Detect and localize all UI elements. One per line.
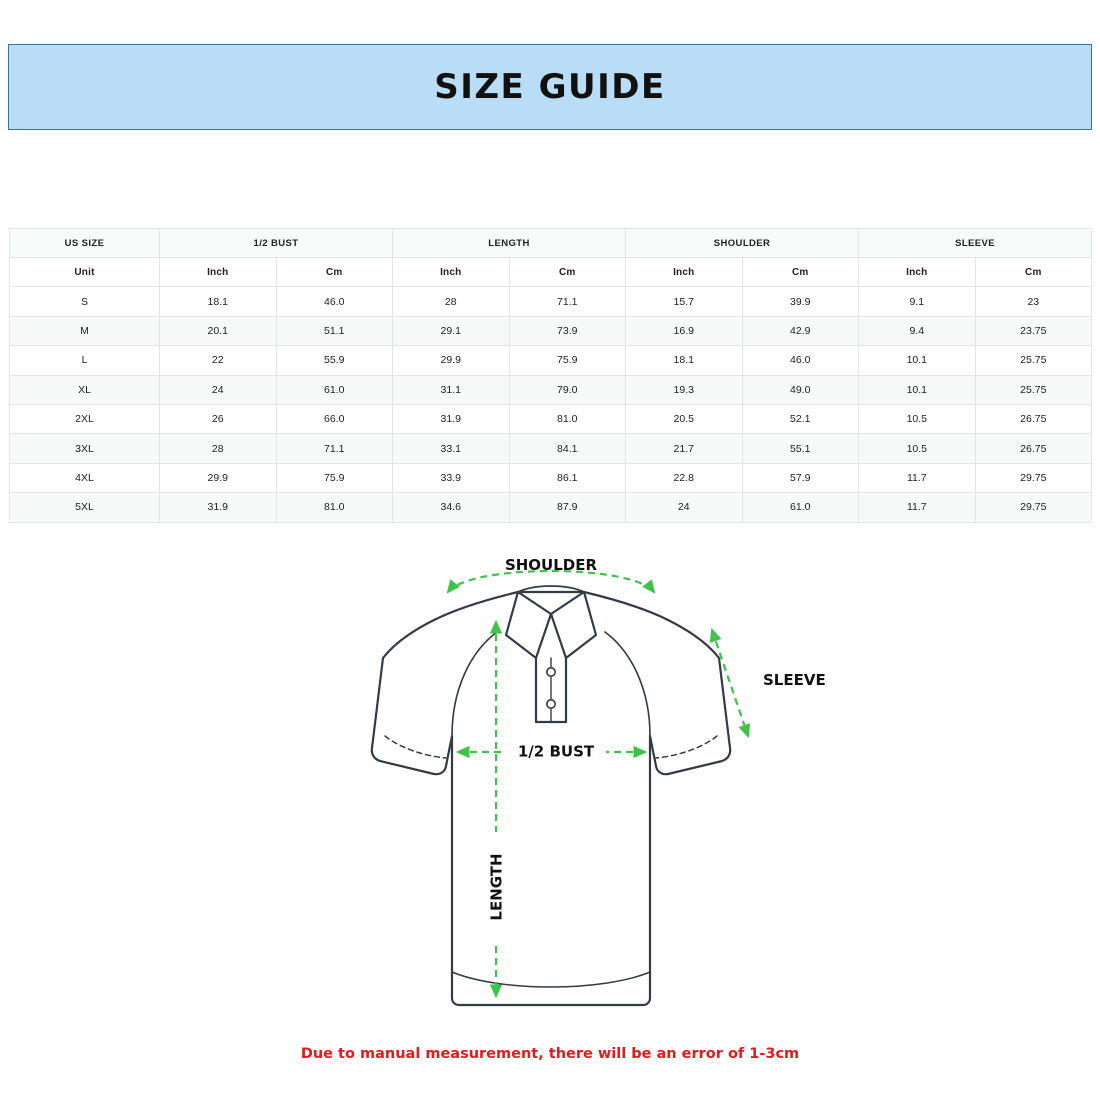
cell-sleeve-cm: 26.75 bbox=[975, 404, 1092, 433]
cell-length-inch: 34.6 bbox=[393, 493, 510, 522]
unit-header-length-cm: Cm bbox=[509, 258, 626, 287]
cell-bust-inch: 28 bbox=[160, 434, 277, 463]
cell-shoulder-cm: 49.0 bbox=[742, 375, 859, 404]
unit-header-shoulder-inch: Inch bbox=[626, 258, 743, 287]
cell-sleeve-cm: 23 bbox=[975, 287, 1092, 316]
cell-shoulder-cm: 52.1 bbox=[742, 404, 859, 433]
page-title: SIZE GUIDE bbox=[434, 67, 666, 107]
cell-length-cm: 75.9 bbox=[509, 346, 626, 375]
table-row bbox=[10, 287, 1092, 316]
cell-shoulder-cm: 39.9 bbox=[742, 287, 859, 316]
cell-sleeve-cm: 25.75 bbox=[975, 346, 1092, 375]
cell-shoulder-inch: 20.5 bbox=[626, 404, 743, 433]
table-body bbox=[10, 287, 1092, 522]
cell-shoulder-inch: 15.7 bbox=[626, 287, 743, 316]
cell-shoulder-inch: 16.9 bbox=[626, 316, 743, 345]
group-header-bust: 1/2 BUST bbox=[160, 229, 393, 258]
cell-length-inch: 33.9 bbox=[393, 463, 510, 492]
label-shoulder: SHOULDER bbox=[504, 556, 598, 574]
label-bust: 1/2 BUST bbox=[517, 742, 595, 761]
cell-length-inch: 29.9 bbox=[393, 346, 510, 375]
cell-length-cm: 87.9 bbox=[509, 493, 626, 522]
unit-header-sleeve-cm: Cm bbox=[975, 258, 1092, 287]
cell-size: XL bbox=[10, 375, 160, 404]
cell-bust-cm: 81.0 bbox=[276, 493, 393, 522]
cell-length-inch: 31.9 bbox=[393, 404, 510, 433]
cell-bust-inch: 22 bbox=[160, 346, 277, 375]
cell-sleeve-inch: 10.1 bbox=[859, 346, 976, 375]
unit-header-bust-inch: Inch bbox=[160, 258, 277, 287]
cell-length-cm: 71.1 bbox=[509, 287, 626, 316]
table-head bbox=[10, 229, 1092, 287]
shoulder-arrow bbox=[448, 571, 654, 592]
cell-sleeve-inch: 9.4 bbox=[859, 316, 976, 345]
cell-sleeve-inch: 10.5 bbox=[859, 434, 976, 463]
cell-bust-cm: 46.0 bbox=[276, 287, 393, 316]
cell-size: S bbox=[10, 287, 160, 316]
group-header-shoulder: SHOULDER bbox=[626, 229, 859, 258]
measurement-note: Due to manual measurement, there will be an error of 1-3cm bbox=[300, 1046, 800, 1062]
cell-sleeve-cm: 23.75 bbox=[975, 316, 1092, 345]
cell-length-cm: 81.0 bbox=[509, 404, 626, 433]
group-header-length: LENGTH bbox=[393, 229, 626, 258]
size-table-container bbox=[9, 228, 1091, 523]
cell-bust-inch: 31.9 bbox=[160, 493, 277, 522]
cell-shoulder-cm: 57.9 bbox=[742, 463, 859, 492]
cell-length-inch: 29.1 bbox=[393, 316, 510, 345]
cell-shoulder-inch: 18.1 bbox=[626, 346, 743, 375]
table-row bbox=[10, 463, 1092, 492]
table-unit-header-row bbox=[10, 258, 1092, 287]
table-row bbox=[10, 493, 1092, 522]
cell-length-cm: 86.1 bbox=[509, 463, 626, 492]
header-banner bbox=[8, 44, 1092, 130]
table-row bbox=[10, 434, 1092, 463]
cell-bust-cm: 71.1 bbox=[276, 434, 393, 463]
cell-sleeve-cm: 29.75 bbox=[975, 463, 1092, 492]
cell-length-cm: 84.1 bbox=[509, 434, 626, 463]
table-group-header-row bbox=[10, 229, 1092, 258]
cell-bust-cm: 66.0 bbox=[276, 404, 393, 433]
cell-sleeve-cm: 29.75 bbox=[975, 493, 1092, 522]
label-length: LENGTH bbox=[487, 853, 506, 921]
cell-shoulder-inch: 24 bbox=[626, 493, 743, 522]
cell-bust-inch: 29.9 bbox=[160, 463, 277, 492]
cell-bust-cm: 51.1 bbox=[276, 316, 393, 345]
group-header-us-size: US SIZE bbox=[10, 229, 160, 258]
cell-bust-inch: 18.1 bbox=[160, 287, 277, 316]
table-row bbox=[10, 316, 1092, 345]
cell-size: L bbox=[10, 346, 160, 375]
cell-size: 2XL bbox=[10, 404, 160, 433]
cell-length-cm: 79.0 bbox=[509, 375, 626, 404]
cell-size: 4XL bbox=[10, 463, 160, 492]
cell-sleeve-cm: 26.75 bbox=[975, 434, 1092, 463]
size-table bbox=[9, 228, 1092, 523]
unit-header-unit: Unit bbox=[10, 258, 160, 287]
unit-header-sleeve-inch: Inch bbox=[859, 258, 976, 287]
label-sleeve: SLEEVE bbox=[763, 671, 826, 689]
unit-header-shoulder-cm: Cm bbox=[742, 258, 859, 287]
cell-length-inch: 31.1 bbox=[393, 375, 510, 404]
cell-shoulder-inch: 22.8 bbox=[626, 463, 743, 492]
cell-sleeve-inch: 11.7 bbox=[859, 463, 976, 492]
cell-sleeve-inch: 9.1 bbox=[859, 287, 976, 316]
table-row bbox=[10, 346, 1092, 375]
cell-sleeve-inch: 11.7 bbox=[859, 493, 976, 522]
unit-header-length-inch: Inch bbox=[393, 258, 510, 287]
cell-shoulder-inch: 19.3 bbox=[626, 375, 743, 404]
cell-sleeve-inch: 10.1 bbox=[859, 375, 976, 404]
measurement-diagram bbox=[0, 540, 1100, 1040]
cell-length-cm: 73.9 bbox=[509, 316, 626, 345]
cell-bust-cm: 75.9 bbox=[276, 463, 393, 492]
table-row bbox=[10, 404, 1092, 433]
cell-size: 3XL bbox=[10, 434, 160, 463]
cell-shoulder-cm: 55.1 bbox=[742, 434, 859, 463]
cell-bust-inch: 26 bbox=[160, 404, 277, 433]
cell-sleeve-inch: 10.5 bbox=[859, 404, 976, 433]
cell-shoulder-inch: 21.7 bbox=[626, 434, 743, 463]
cell-bust-inch: 20.1 bbox=[160, 316, 277, 345]
cell-shoulder-cm: 61.0 bbox=[742, 493, 859, 522]
cell-size: M bbox=[10, 316, 160, 345]
cell-length-inch: 28 bbox=[393, 287, 510, 316]
cell-shoulder-cm: 42.9 bbox=[742, 316, 859, 345]
cell-bust-cm: 61.0 bbox=[276, 375, 393, 404]
cell-length-inch: 33.1 bbox=[393, 434, 510, 463]
table-row bbox=[10, 375, 1092, 404]
polo-shirt-illustration bbox=[372, 586, 730, 1005]
cell-size: 5XL bbox=[10, 493, 160, 522]
cell-shoulder-cm: 46.0 bbox=[742, 346, 859, 375]
cell-bust-inch: 24 bbox=[160, 375, 277, 404]
cell-sleeve-cm: 25.75 bbox=[975, 375, 1092, 404]
group-header-sleeve: SLEEVE bbox=[859, 229, 1092, 258]
unit-header-bust-cm: Cm bbox=[276, 258, 393, 287]
cell-bust-cm: 55.9 bbox=[276, 346, 393, 375]
